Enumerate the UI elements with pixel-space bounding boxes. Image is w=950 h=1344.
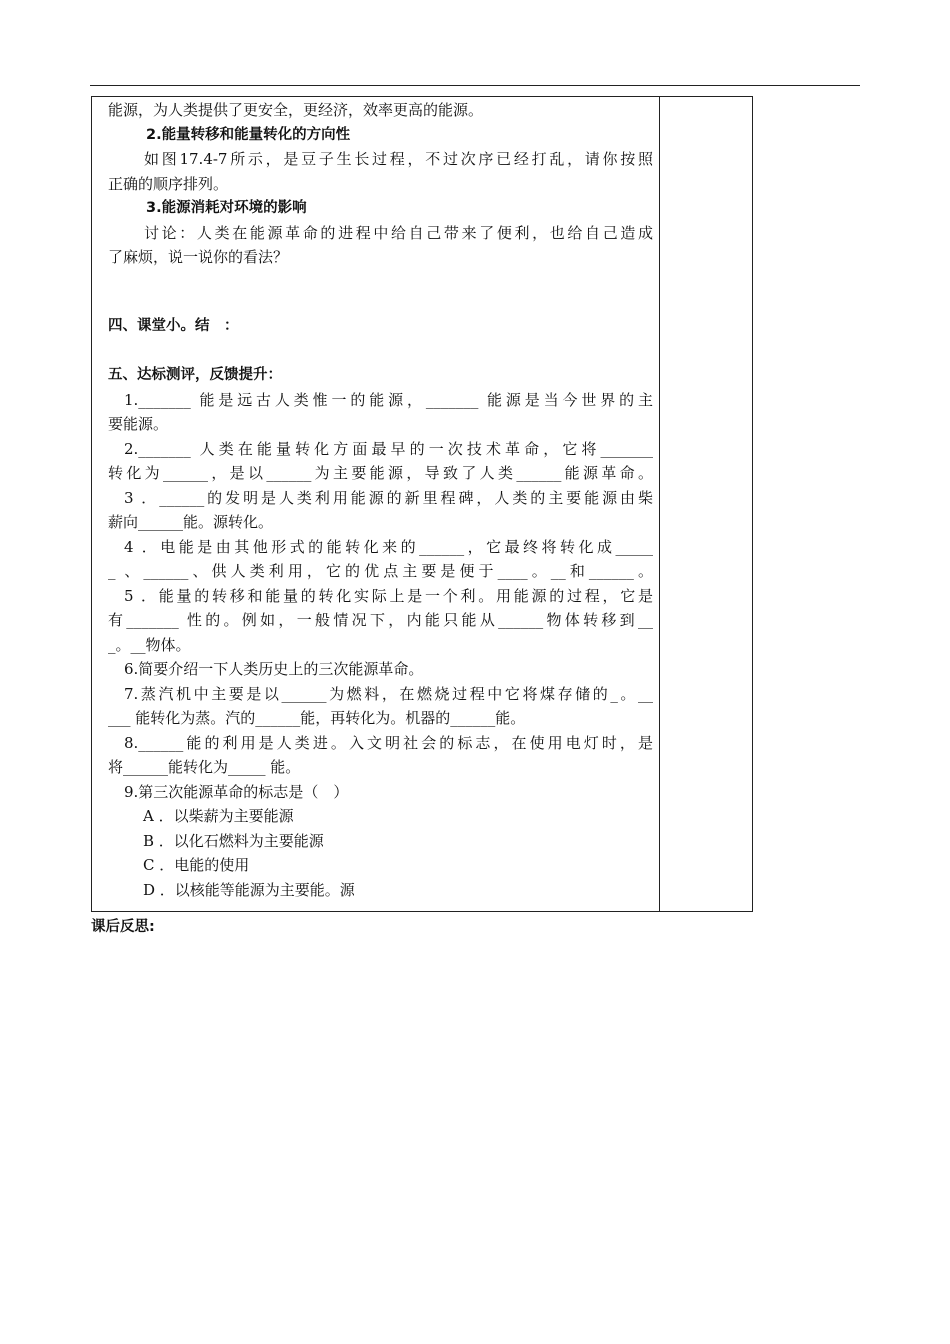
question-3: 3 ．______的发明是人类利用能源的新里程碑，人类的主要能源由柴 xyxy=(124,488,653,507)
question-5: 5 ．能量的转移和能量的转化实际上是一个利。用能源的过程，它是 xyxy=(124,586,653,605)
question-6: 6.简要介绍一下人类历史上的三次能源革命。 xyxy=(124,660,424,678)
lesson-content xyxy=(108,98,653,902)
text-line: 如图17.4-7所示，是豆子生长过程，不过次序已经打乱，请你按照 xyxy=(144,150,653,168)
section-heading-class-summary: 四、课堂小。结 ： xyxy=(108,318,239,334)
question-4: 4 ．电能是由其他形式的能转化来的______，它最终将转化成_____ xyxy=(124,537,653,556)
section-heading-3: 3.能源消耗对环境的影响 xyxy=(146,200,307,216)
question-4-cont: _ 、______、供人类利用，它的优点主要是便于____。__和______。 xyxy=(108,562,653,580)
option-c: C ．电能的使用 xyxy=(143,856,250,874)
option-d: D ．以核能等能源为主要能。源 xyxy=(143,880,355,899)
question-3-cont: 薪向______能。源转化。 xyxy=(108,513,274,531)
question-9: 9.第三次能源革命的标志是（ ） xyxy=(124,782,349,801)
question-5-cont: _。__物体。 xyxy=(108,635,191,654)
section-heading-assessment: 五、达标测评，反馈提升： xyxy=(108,367,282,383)
page-top-rule xyxy=(90,85,860,86)
option-a: A ．以柴薪为主要能源 xyxy=(143,807,294,825)
question-1: 1._______ 能是远古人类惟一的能源，_______ 能源是当今世界的主 xyxy=(124,390,653,409)
text-line: 能源，为人类提供了更安全，更经济，效率更高的能源。 xyxy=(108,101,484,119)
question-8: 8.______能的利用是人类进。入文明社会的标志，在使用电灯时，是 xyxy=(124,733,653,752)
question-7: 7.蒸汽机中主要是以______为燃料，在燃烧过程中它将煤存储的_。__ xyxy=(124,684,653,703)
question-7-cont: ___ 能转化为蒸。汽的______能，再转化为。机器的______能。 xyxy=(108,709,526,727)
section-heading-2: 2.能量转移和能量转化的方向性 xyxy=(146,126,351,143)
question-5-cont: 有_______ 性的。例如，一般情况下，内能只能从______物体转移到__ xyxy=(108,611,653,629)
question-2: 2._______ 人类在能量转化方面最早的一次技术革命，它将_______ xyxy=(124,439,653,458)
text-line: 讨论：人类在能源革命的进程中给自己带来了便利，也给自己造成 xyxy=(144,223,653,242)
question-1-cont: 要能源。 xyxy=(108,415,169,433)
question-8-cont: 将______能转化为_____ 能。 xyxy=(108,758,301,776)
table-column-divider xyxy=(659,96,660,912)
question-2-cont: 转化为______，是以______为主要能源，导致了人类______能源革命。 xyxy=(108,464,653,482)
text-line: 正确的顺序排列。 xyxy=(108,174,229,193)
text-line: 了麻烦，说一说你的看法？ xyxy=(108,248,289,266)
option-b: B ．以化石燃料为主要能源 xyxy=(143,831,324,850)
after-class-reflection-label: 课后反思: xyxy=(91,919,155,935)
